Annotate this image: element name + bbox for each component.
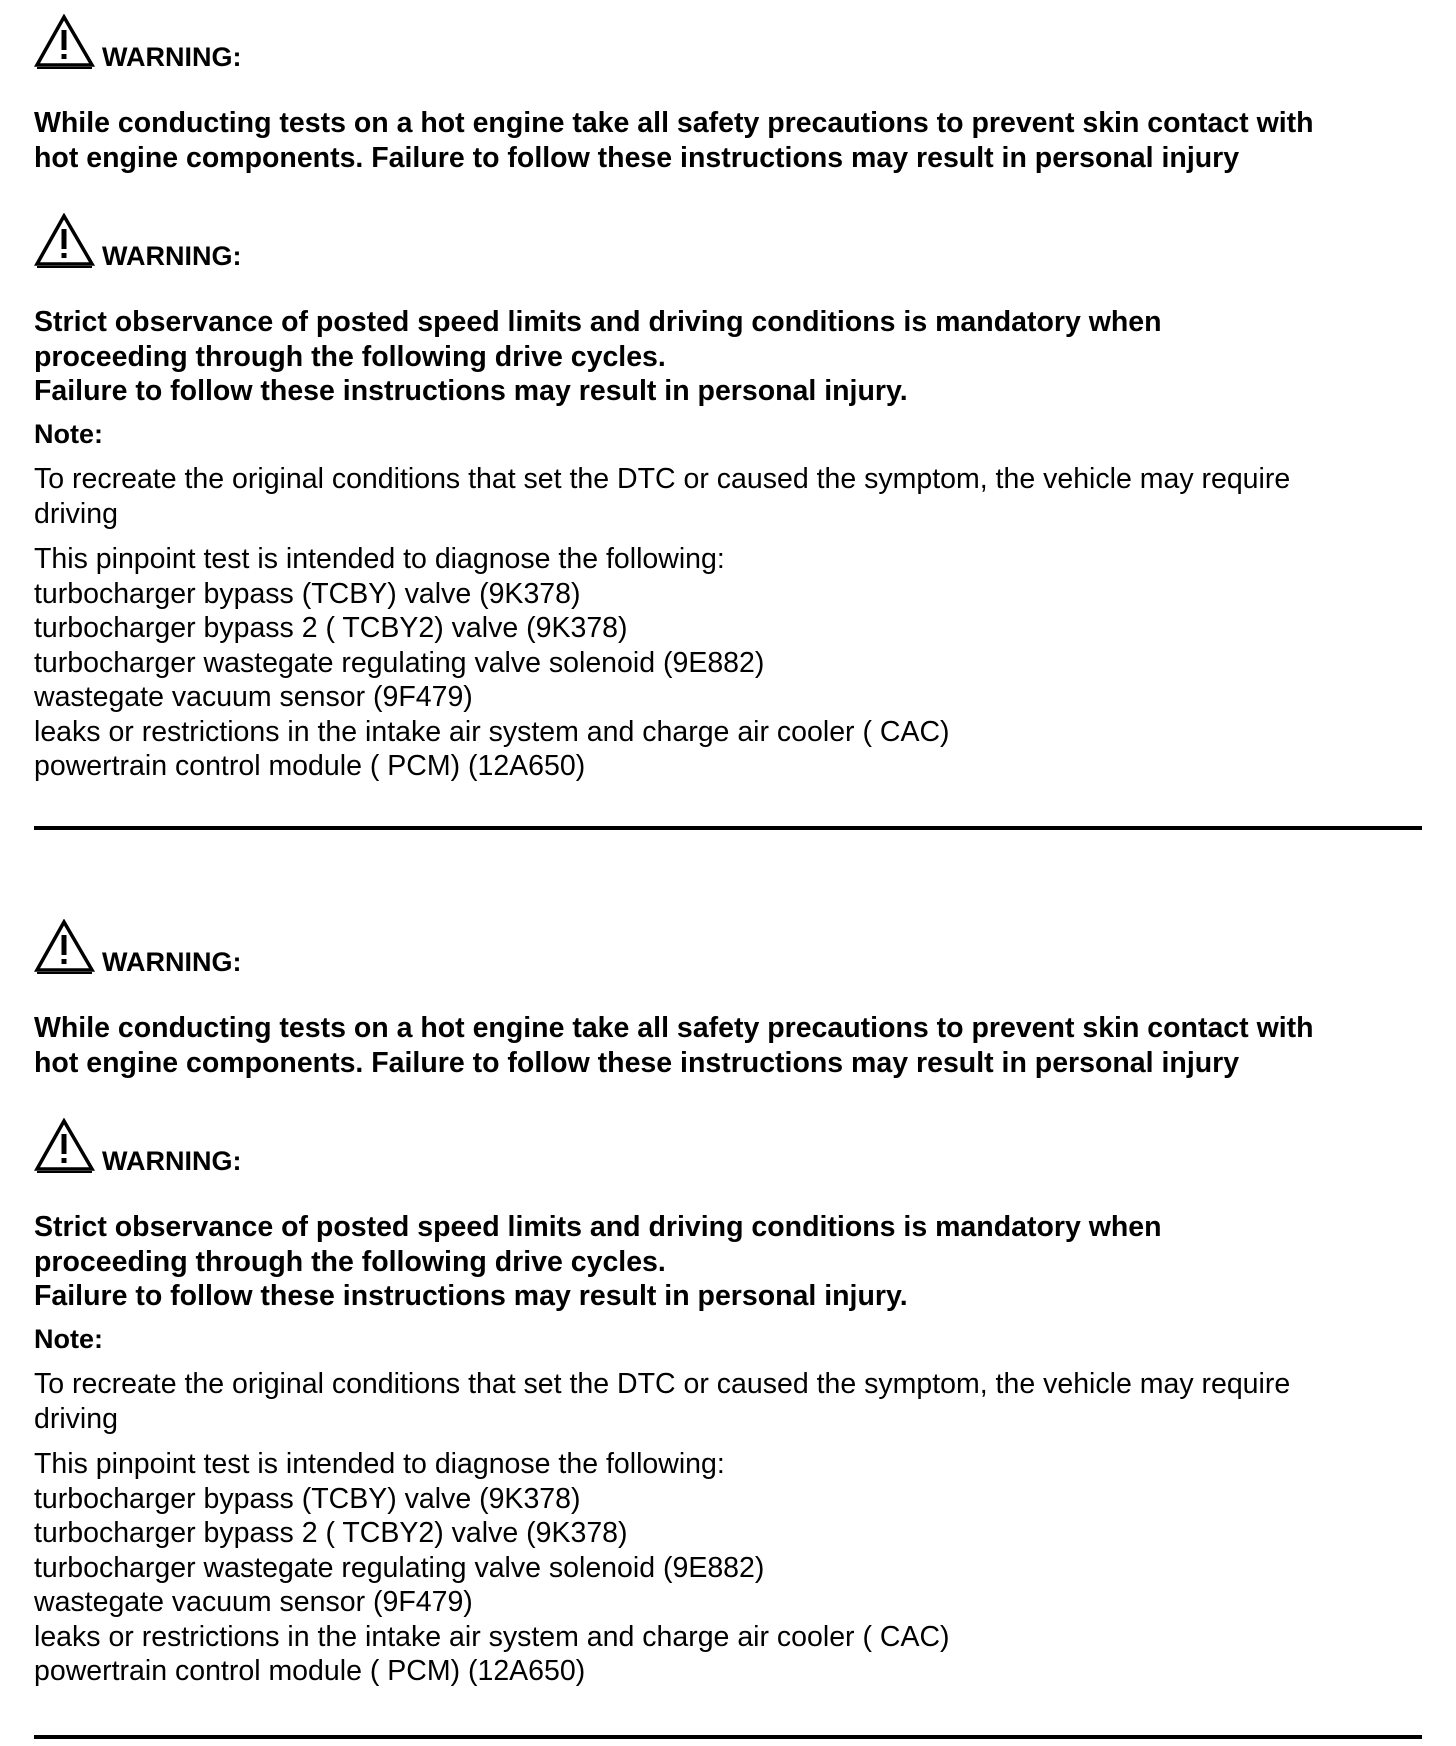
warning-heading-2 bbox=[34, 213, 434, 269]
warning-label: WARNING: bbox=[102, 947, 242, 977]
warning-label: WARNING: bbox=[102, 1146, 242, 1176]
text-line: Failure to follow these instructions may result in personal injury. bbox=[34, 1280, 908, 1312]
note-label: Note: bbox=[34, 1324, 103, 1354]
diagnosis-list bbox=[34, 542, 1434, 784]
warning-label: WARNING: bbox=[102, 42, 242, 72]
list-item: turbocharger bypass 2 ( TCBY2) valve (9K378) bbox=[34, 612, 628, 644]
speed-limit-warning-text bbox=[34, 305, 1434, 409]
hot-engine-warning-text bbox=[34, 106, 1434, 175]
warning-triangle-icon bbox=[34, 1118, 96, 1174]
list-item: leaks or restrictions in the intake air system and charge air cooler ( CAC) bbox=[34, 1620, 950, 1653]
text-line: Strict observance of posted speed limits and driving conditions is mandatory when bbox=[34, 1211, 1162, 1243]
text-line: driving bbox=[34, 497, 118, 530]
text-line: While conducting tests on a hot engine take all safety precautions to prevent skin contact with bbox=[34, 1012, 1314, 1044]
list-item: turbocharger bypass (TCBY) valve (9K378) bbox=[34, 577, 581, 610]
hot-engine-warning-text bbox=[34, 1011, 1434, 1080]
note-text bbox=[34, 1367, 1434, 1436]
list-item: turbocharger bypass 2 ( TCBY2) valve (9K378) bbox=[34, 1517, 628, 1549]
text-line: To recreate the original conditions that set the DTC or caused the symptom, the vehicle may require bbox=[34, 1368, 1291, 1400]
section-divider bbox=[34, 1735, 1422, 1739]
list-intro: This pinpoint test is intended to diagnose the following: bbox=[34, 1448, 725, 1480]
list-item: wastegate vacuum sensor (9F479) bbox=[34, 1586, 473, 1618]
warning-triangle-icon bbox=[34, 213, 96, 269]
warning-triangle-icon bbox=[34, 14, 96, 70]
warning-heading-1 bbox=[34, 14, 434, 70]
section-divider bbox=[34, 826, 1422, 830]
list-item: powertrain control module ( PCM) (12A650) bbox=[34, 1655, 586, 1687]
text-line: While conducting tests on a hot engine take all safety precautions to prevent skin contact with bbox=[34, 107, 1314, 139]
warning-heading-2 bbox=[34, 1118, 434, 1174]
text-line: proceeding through the following drive cycles. bbox=[34, 340, 666, 373]
text-line: Failure to follow these instructions may result in personal injury. bbox=[34, 375, 908, 407]
list-item: wastegate vacuum sensor (9F479) bbox=[34, 681, 473, 713]
text-line: To recreate the original conditions that set the DTC or caused the symptom, the vehicle may require bbox=[34, 463, 1291, 495]
procedure-block-2 bbox=[0, 905, 1456, 1746]
note-text bbox=[34, 462, 1434, 531]
text-line: driving bbox=[34, 1402, 118, 1435]
text-line: hot engine components. Failure to follow these instructions may result in personal injury bbox=[34, 1046, 1240, 1079]
warning-triangle-icon bbox=[34, 919, 96, 975]
list-item: turbocharger bypass (TCBY) valve (9K378) bbox=[34, 1482, 581, 1515]
list-intro: This pinpoint test is intended to diagnose the following: bbox=[34, 543, 725, 575]
warning-heading-1 bbox=[34, 919, 434, 975]
list-item: turbocharger wastegate regulating valve solenoid (9E882) bbox=[34, 646, 765, 679]
list-item: powertrain control module ( PCM) (12A650) bbox=[34, 750, 586, 782]
note-label: Note: bbox=[34, 419, 103, 449]
text-line: Strict observance of posted speed limits and driving conditions is mandatory when bbox=[34, 306, 1162, 338]
speed-limit-warning-text bbox=[34, 1210, 1434, 1314]
text-line: proceeding through the following drive cycles. bbox=[34, 1245, 666, 1278]
procedure-block-1 bbox=[0, 0, 1456, 840]
diagnosis-list bbox=[34, 1447, 1434, 1689]
text-line: hot engine components. Failure to follow these instructions may result in personal injury bbox=[34, 141, 1240, 174]
list-item: leaks or restrictions in the intake air system and charge air cooler ( CAC) bbox=[34, 715, 950, 748]
warning-label: WARNING: bbox=[102, 241, 242, 271]
list-item: turbocharger wastegate regulating valve solenoid (9E882) bbox=[34, 1551, 765, 1584]
